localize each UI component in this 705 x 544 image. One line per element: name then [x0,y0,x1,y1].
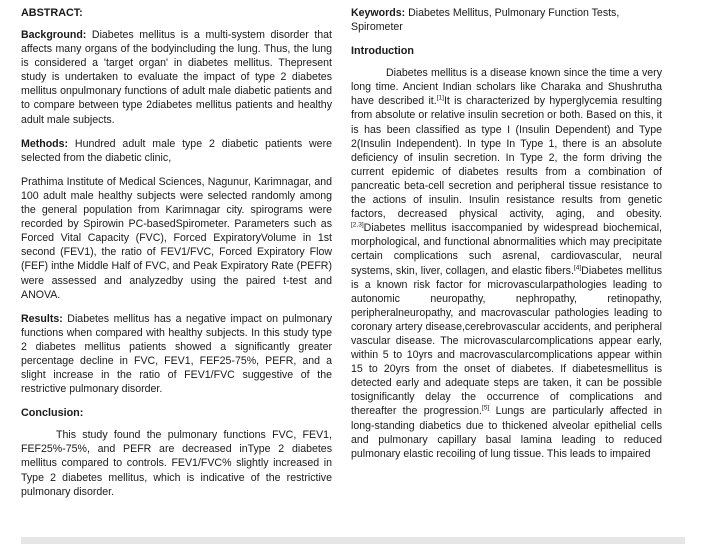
citation-3: [4] [573,263,582,271]
methods-continued-paragraph: Prathima Institute of Medical Sciences, Nagunur, Karimnagar, and 100 adult male healthy subjects were selected randomly among the general population from Karimnagar city. spirograms were recorded by Spirowin PC-basedSpirometer. Parameters such as Forced Vital Capacity (FVC), Forced ExpiratoryVolume in 1st second (FEV1), the ratio of FEV1/FVC, Forced Expiratory Flow (FEF) inthe Middle Half of FVC, and Peak Expiratory Rate (PEFR) were assessed and analyzedby using the paired t-test and ANOVA. [21,175,332,301]
right-column [351,6,662,471]
methods-text: Hundred adult male type 2 diabetic patients were selected from the diabetic clinic, [21,137,332,164]
introduction-paragraph [351,66,662,461]
intro-text-4: Diabetes mellitus is a known risk factor for microvascularpathologies leading to autonomic neuropathy, nephropathy, retinopathy, peripheralneuropathy, and macrovascular pathologies leading to coronary artery disease,cerebrovascular accidents, and peripheral vascular disease. The microvascularcomplications appear early, within 5 to 10yrs and macrovascularcomplications appear within 15 to 20yrs from the onset of diabetes. If diabetesmellitus is detected early and adequate steps are taken, it can be possible tosignificantly delay the occurrence of complications and thereafter the progression. [351,264,662,418]
intro-text-1: Diabetes mellitus is a disease known since the time a very long time. Ancient Indian scholars like Charaka and Shushrutha have described it. [351,67,662,108]
conclusion-paragraph: This study found the pulmonary functions FVC, FEV1, FEF25%-75%, and PEFR are decreased inType 2 diabetes mellitus compared to controls. FEV1/FVC% slightly increased in Type 2 diabetes mellitus, which is indicative of the restrictive pulmonary disorder. [21,429,332,498]
keywords-label: Keywords: [351,7,406,19]
intro-text-2: It is characterized by hyperglycemia resulting from absolute or relative insulin secretion or both. Based on this, it is has been classified as type I (Insulin Dependent) and Type 2(Insulin Independent). In type In Type 1, there is an absolute deficiency of insulin secretion. In Type 2, the form driving the current epidemic of diabetes results from a combination of pancreatic beta-cell secretion and peripheral tissue resistance to the actions of insulin. Insulin resistance results from genetic factors, decreased physical activity, aging, and obesity. [351,95,662,221]
background-text: Diabetes mellitus is a multi-system disorder that affects many organs of the bodyincluding the lung. Thus, the lung is considered a 'target organ' in diabetes mellitus. Thepresent study is undertaken to evaluate the impact of type 2 diabetes mellitus onpulmonary functions of adult male diabetic patients and to compare between type 2diabetes mellitus patients and healthy adult male subjects. [21,29,332,126]
conclusion-heading: Conclusion: [21,407,84,420]
citation-2: [2,3] [351,221,364,229]
background-paragraph [21,28,332,127]
results-paragraph [21,312,332,397]
citation-4: [5] [482,404,490,412]
abstract-heading: ABSTRACT: [21,7,83,19]
page-bottom-bar [21,537,685,544]
results-text: Diabetes mellitus has a negative impact on pulmonary functions when compared with healthy subjects. In this study type 2 diabetes mellitus patients showed a significantly greater percentage decline in FVC, FEV1, FEF25-75%, PEFR, and a slight increase in the ratio of FEV1/FVC suggestive of the restrictive pulmonary disorder. [21,312,332,396]
intro-text-5: Lungs are particularly affected in long-standing diabetics due to thickened alveolar epithelial cells and pulmonary capillary basal lamina leading to reduced pulmonary elastic recoiling of lung tissue. This leads to impaired [351,405,662,460]
citation-1: [1] [436,94,444,102]
keywords-paragraph [351,6,662,34]
results-label: Results: [21,312,63,325]
keywords-text: Diabetes Mellitus, Pulmonary Function Tests, Spirometer [351,7,620,34]
introduction-heading: Introduction [351,45,414,58]
left-column [21,6,332,509]
methods-label: Methods: [21,137,69,150]
intro-text-3: Diabetes mellitus isaccompanied by widespread biochemical, morphological, and functional abnormalities which may precipitate certain complications such asrenal, cardiovascular, neural systems, skin, liver, collagen, and elastic fibers. [351,222,662,277]
methods-paragraph [21,137,332,165]
background-label: Background: [21,29,87,41]
